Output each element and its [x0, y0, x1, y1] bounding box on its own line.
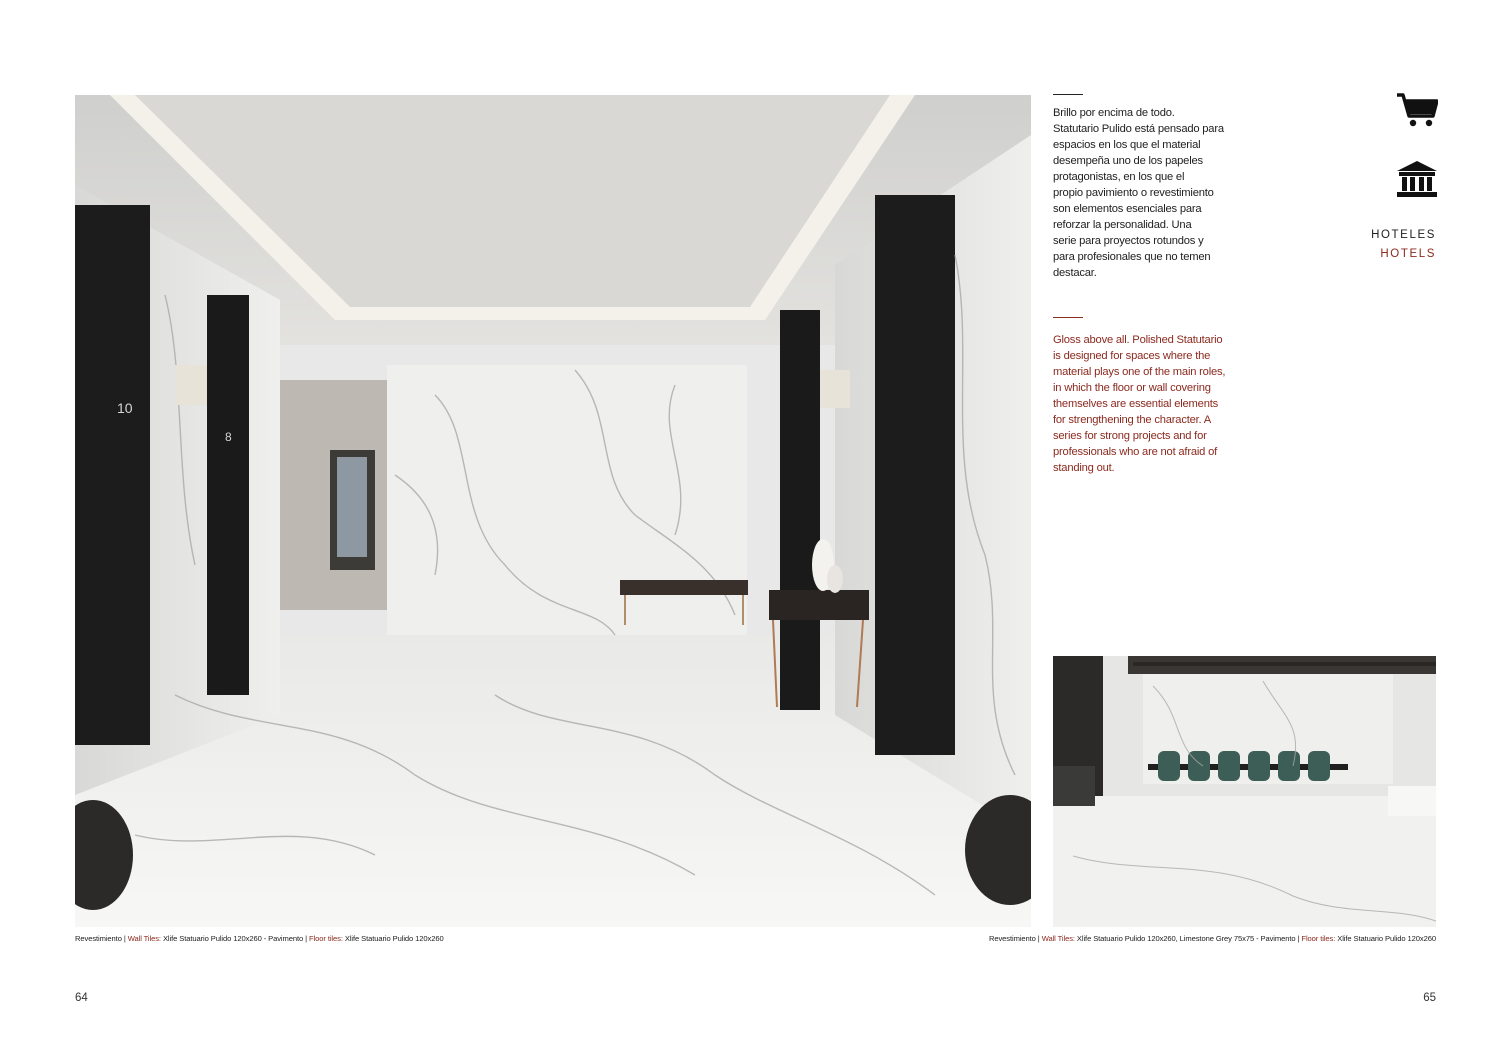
caption-wall-label: Wall Tiles: — [127, 934, 161, 943]
english-text-rule — [1053, 317, 1083, 318]
caption-text: Xlife Statuario Pulido 120x260 - Pavimento | — [160, 934, 310, 943]
hotel-lobby-photo — [75, 95, 1031, 927]
page-number-right: 65 — [1423, 992, 1436, 1004]
bank-building-icon — [1396, 160, 1438, 198]
caption-floor-label: Floor tiles: — [1301, 934, 1336, 943]
caption-text: Xlife Statuario Pulido 120x260 — [1335, 934, 1436, 943]
category-label-es: HOTELES — [1371, 229, 1436, 241]
meeting-room-photo — [1053, 656, 1436, 927]
caption-floor-label: Floor tiles: — [309, 934, 343, 943]
caption-text: Revestimiento | — [75, 934, 128, 943]
english-description: Gloss above all. Polished Statutario is designed for spaces where the material plays one of the main roles, in which the floor or wall covering themselves are essential elements for strengthening the character. A series for strong projects and for professionals who are not afraid of standing out. — [1053, 334, 1226, 474]
right-photo-caption — [989, 934, 1436, 943]
page-number-left: 64 — [75, 992, 88, 1004]
caption-text: Revestimiento | — [988, 934, 1042, 943]
category-label-en: HOTELS — [1380, 248, 1436, 260]
spanish-text-rule — [1053, 94, 1083, 95]
left-photo-caption — [75, 934, 444, 943]
elevator-number-10: 10 — [117, 400, 133, 416]
caption-text: Xlife Statuario Pulido 120x260 — [342, 934, 444, 943]
shopping-cart-icon — [1396, 92, 1438, 128]
caption-text: Xlife Statuario Pulido 120x260, Limestone Grey 75x75 - Pavimento | — [1074, 934, 1302, 943]
spanish-description: Brillo por encima de todo. Statutario Pulido está pensado para espacios en los que el material desempeña uno de los papeles protagonistas, en los que el propio pavimiento o revestimiento son elementos esenciales para reforzar la personalidad. Una serie para proyectos rotundos y para profesionales que no temen destacar. — [1053, 107, 1224, 279]
caption-wall-label: Wall Tiles: — [1041, 934, 1075, 943]
elevator-number-8: 8 — [225, 430, 232, 444]
